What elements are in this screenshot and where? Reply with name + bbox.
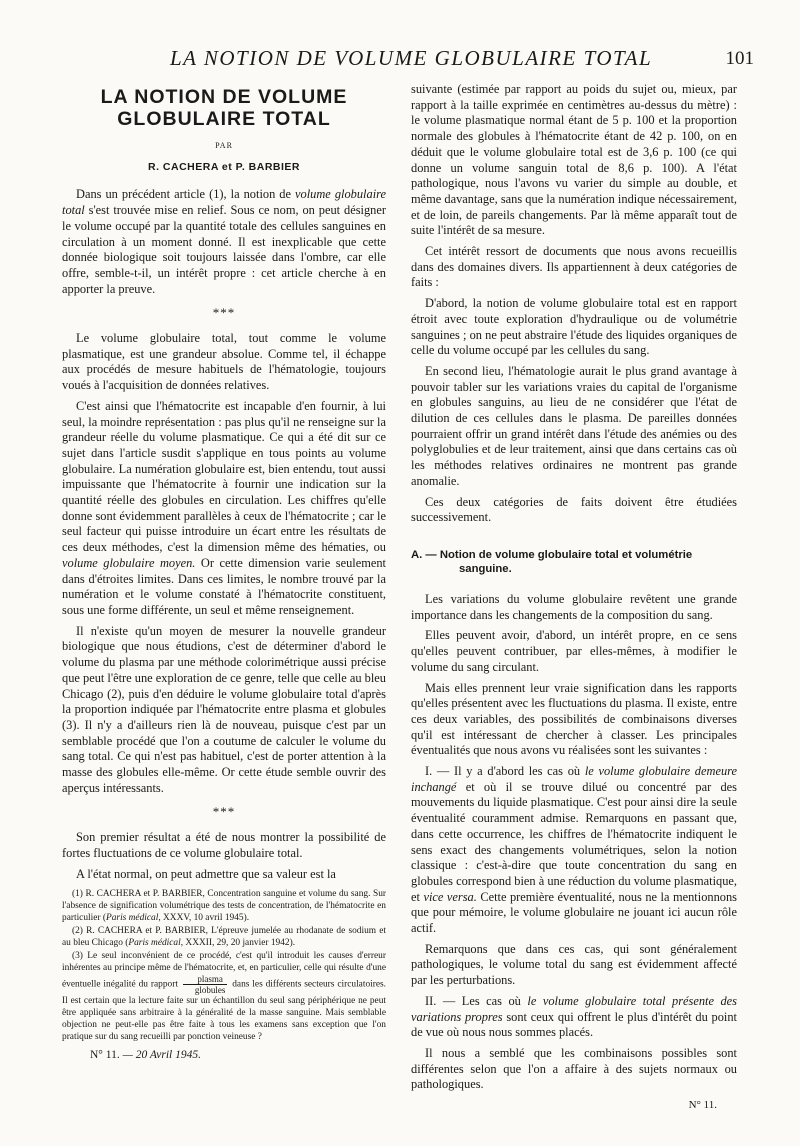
footnote-2-a: (2) R. CACHERA et P. BARBIER, L'épreuve jumelée au rhodanate de sodium et au bleu Chicago ( xyxy=(62,926,386,949)
right-paragraph-7: Elles peuvent avoir, d'abord, un intérêt propre, en ce sens qu'elles peuvent contribuer, par elles-mêmes, à modifier le volume du sang circulant. xyxy=(411,628,737,674)
left-column xyxy=(62,82,386,1064)
footnote-2-b: , XXXII, 29, 20 janvier 1942). xyxy=(180,938,296,949)
footnote-3-b: dans les différents secteurs circulatoires. Il est certain que la lecture faite sur un échantillon du seul sang périphérique ne peut être appliquée sans arbitraire à la généralité de la masse sanguine. Mais semblable objection ne peut-elle pas être faite à tous les examens sans exception que l'on pratique sur du sang recueilli par ponction veineuse ? xyxy=(62,979,387,1043)
footnote-3 xyxy=(62,950,386,1043)
intro-emphasis: volume globulaire total xyxy=(62,187,387,218)
page-number: 101 xyxy=(725,48,754,69)
issue-footer-left xyxy=(62,1048,386,1064)
section-heading-a: A. — Notion de volume globulaire total et volumétrie sanguine. xyxy=(411,548,693,575)
intro-text-b: s'est trouvée mise en relief. Sous ce nom, on peut désigner le volume occupé par la quantité totale des cellules sanguines en circulation à un moment donné. Il est inexplicable que cette donnée biologique soit toujours laissée dans l'ombre, car elle offre, semble-t-il, un intérêt propre : cet article cherche à en apporter la preuve. xyxy=(62,203,386,296)
right-p9-text-b: et où il se trouve dilué ou concentré par des mouvements du liquide plasmatique. C'est pour ainsi dire la seule éventualité couramment admise. Remarquons en passant que, dans cette occurrence, les chiffres de l'hématocrite indiquent le sens exact des changements volumétriques, selon la notion classique : c'est-à-dire que toute concentration du sang en globules correspond bien à une réduction du volume plasmatique, et xyxy=(411,779,737,904)
right-p9-text-a: I. — Il y a d'abord les cas où xyxy=(425,764,585,779)
section-separator-1: *** xyxy=(212,305,236,321)
left-paragraph-4: Il n'existe qu'un moyen de mesurer la nouvelle grandeur biologique que nous étudions, c'est de déterminer d'abord le volume du plasma par une méthode colorimétrique aussi précise que peut l'être une exploration de ce genre, telle que celle au bleu Chicago (2), puis d'en déduire le volume globulaire total d'après la proportion indiquée par l'hématocrite entre plasma et globules (3). Il n'y a d'ailleurs rien là de nouveau, puisque c'est par un semblable procédé que l'on a coutume de calculer le volume du sang total. Ce qui n'est pas habituel, c'est de porter attention à la masse des globules elle-même. Or cette étude semble ouvrir des aperçus intéressants. xyxy=(62,623,386,795)
footnote-1-emphasis: Paris médical xyxy=(106,913,159,924)
right-paragraph-9 xyxy=(411,764,737,937)
right-paragraph-11 xyxy=(411,994,737,1041)
issue-date: — 20 Avril 1945. xyxy=(122,1049,201,1062)
right-p9-emphasis-2: vice versa. xyxy=(423,889,477,904)
article-title xyxy=(62,86,386,130)
article-authors: R. CACHERA et P. BARBIER xyxy=(147,160,301,173)
intro-text-a: Dans un précédent article (1), la notion de xyxy=(76,187,296,202)
right-paragraph-5: Ces deux catégories de faits doivent être étudiées successivement. xyxy=(411,494,737,525)
right-p11-emphasis: le volume globulaire total présente des variations propres xyxy=(411,993,737,1024)
right-paragraph-12: Il nous a semblé que les combinaisons possibles sont différentes selon que l'on a affaire à des sujets normaux ou pathologiques. xyxy=(411,1045,737,1092)
footnotes xyxy=(62,888,386,1043)
running-title: LA NOTION DE VOLUME GLOBULAIRE TOTAL xyxy=(170,46,653,70)
right-paragraph-10: Remarquons que dans ces cas, qui sont généralement pathologiques, le volume total du sang est évidemment affecté par les perturbations. xyxy=(411,941,737,988)
footnote-1-b: , XXXV, 10 avril 1945). xyxy=(158,913,250,924)
right-paragraph-8: Mais elles prennent leur vraie signification dans les rapports qu'elles présentent avec les fluctuations du plasma. Il existe, entre ces deux variables, des possibilités de combinaisons diverses qu'il est intéressant de chercher à classer. Les principales éventualités que nous avons vu réalisées sont les suivantes : xyxy=(411,680,737,758)
right-p11-text-b: sont ceux qui offrent le plus d'intérêt du point de vue où nous nous sommes placés. xyxy=(411,1009,737,1040)
footnote-1 xyxy=(62,888,386,924)
right-p9-emphasis: le volume globulaire demeure inchangé xyxy=(411,764,738,794)
left-p3-text-b: Or cette dimension varie seulement dans d'étroites limites. Dans ces limites, le nombre trouvé par la numération et le volume constaté à l'hématocrite constituent, sous une forme différente, un seul et même renseignement. xyxy=(62,555,386,617)
intro-paragraph xyxy=(62,187,386,297)
byline-par: PAR xyxy=(215,141,233,150)
footnote-1-a: (1) R. CACHERA et P. BARBIER, Concentration sanguine et volume du sang. Sur l'absence de signification volumétrique des tests de concentration, de l'hématocrite en particulier ( xyxy=(62,889,386,924)
right-p11-text-a: II. — Les cas où xyxy=(425,993,528,1008)
left-p3-text-a: C'est ainsi que l'hématocrite est incapable d'en fournir, à lui seul, la moindre représentation : pas plus qu'il ne renseigne sur la grandeur réelle du volume plasmatique. Ce qui a été dit sur ce sujet dans l'article susdit s'applique en tous points au volume globulaire. La numération globulaire est, bien entendu, tout aussi impuissante que l'hématocrite à fournir une indication sur la quantité réelle des globules en circulation. Les chiffres qu'elle donne sont évidemment parallèles à ceux de l'hématocrite ; car le seul facteur qui puisse introduire un écart entre les résultats de ces deux méthodes, c'est la dimension même des hématies, ou xyxy=(62,398,386,555)
plasma-globules-fraction xyxy=(183,974,228,995)
right-paragraph-6: Les variations du volume globulaire revêtent une grande importance dans les changements de la composition du sang. xyxy=(411,591,737,622)
left-paragraph-5: Son premier résultat a été de nous montrer la possibilité de fortes fluctuations de ce volume globulaire total. xyxy=(62,830,386,860)
fraction-denominator: globules xyxy=(194,985,226,996)
running-header xyxy=(0,46,800,76)
left-p3-emphasis: volume globulaire moyen. xyxy=(62,555,196,570)
right-paragraph-1: suivante (estimée par rapport au poids du sujet ou, mieux, par rapport à la taille exprimée en centimètres au-dessus du mètre) : le volume plasmatique normal étant de 5 p. 100 et la proportion normale des globules à l'hématocrite étant de 42 p. 100, on en déduit que le volume globulaire total est de 3,6 p. 100 (ce qui donne un volume sanguin total de 8,6 p. 100). A l'état pathologique, nous l'avons vu varier du simple au double, et même davantage, sans que la numération indique nécessairement, et de loin, de pareils changements. Par là même apparaît tout de suite l'intérêt de sa mesure. xyxy=(411,82,737,238)
footnote-2 xyxy=(62,925,386,949)
right-paragraph-4: En second lieu, l'hématologie aurait le plus grand avantage à pouvoir tabler sur les variations vraies du capital de l'organisme en globules sanguins, au lieu de ne considérer que l'état de dilution de ces cellules dans le plasma. De pareilles données pourraient offrir un grand intérêt dans l'étude des anémies ou des polyglobulies et de leur traitement, ainsi que dans certains cas où les méthodes relatives ordinaires ne montrent pas grande anomalie. xyxy=(411,363,737,488)
section-separator-2: *** xyxy=(212,804,236,820)
article-title-line-1: LA NOTION DE VOLUME xyxy=(100,86,348,108)
article-title-line-2: GLOBULAIRE TOTAL xyxy=(117,108,331,130)
issue-number-left: N° 11. xyxy=(90,1049,120,1062)
issue-footer-right: N° 11. xyxy=(688,1099,717,1112)
right-paragraph-3: D'abord, la notion de volume globulaire total est en rapport étroit avec toute exploration d'hydraulique ou de volumétrie sanguines ; on ne peut abstraire l'étude des liquides organiques de celle du volume occupé par les cellules du sang. xyxy=(411,296,737,358)
right-paragraph-2: Cet intérêt ressort de documents que nous avons recueillis dans des domaines divers. Ils appartiennent à deux catégories de faits : xyxy=(411,244,737,290)
left-paragraph-2: Le volume globulaire total, tout comme le volume plasmatique, est une grandeur absolue. Comme tel, il échappe aux procédés de mesure habituels de l'hématologie, toujours voués à l'acquisition de données relatives. xyxy=(62,331,386,393)
left-paragraph-3 xyxy=(62,399,386,619)
footnote-2-emphasis: Paris médical xyxy=(128,938,181,949)
left-paragraph-6: A l'état normal, on peut admettre que sa valeur est la xyxy=(76,866,336,881)
footnote-3-a: (3) Le seul inconvénient de ce procédé, c'est qu'il introduit les causes d'erreur inhérentes au principe même de l'hématocrite, et, en particulier, celle qui résulte d'une éventuelle inégalité du rapport xyxy=(62,951,386,990)
right-column xyxy=(411,82,737,1114)
fraction-numerator: plasma xyxy=(183,974,228,985)
right-p9-text-c: Cette première éventualité, nous ne la mentionnons que pour mémoire, le volume globulaire ne jouant ici aucun rôle actif. xyxy=(411,889,737,936)
